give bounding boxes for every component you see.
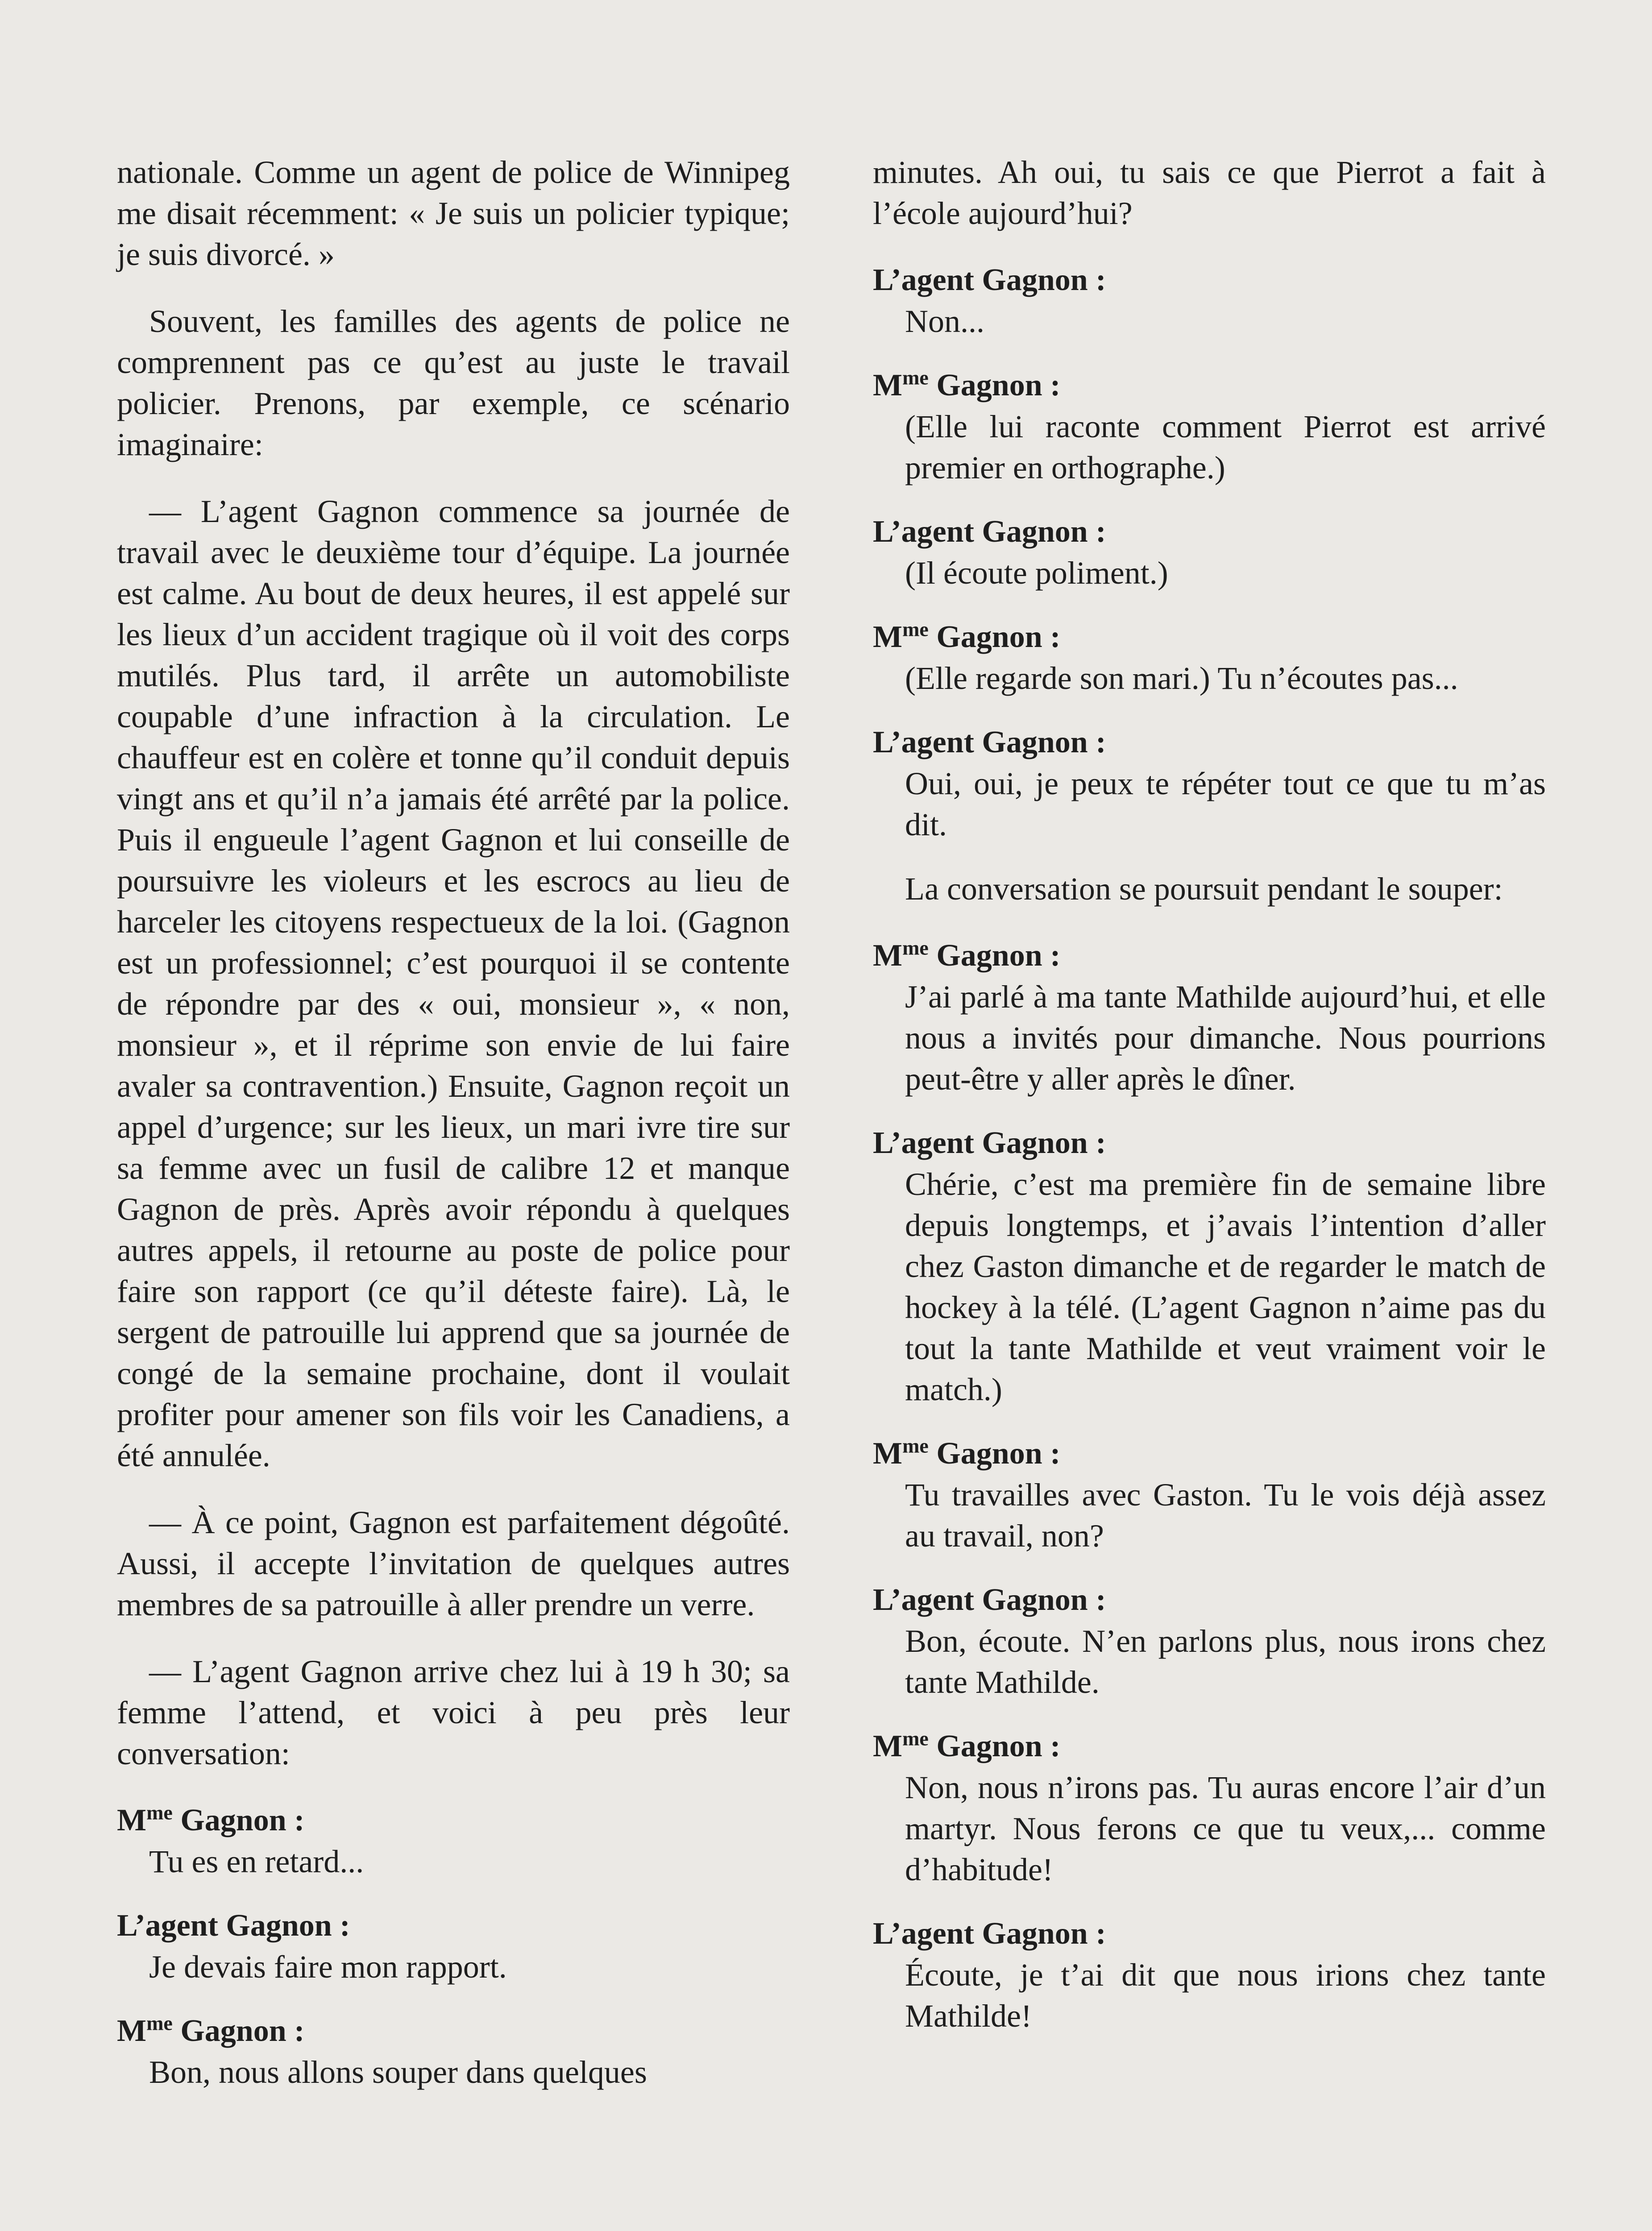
speaker-name: L’agent Gagnon : xyxy=(873,1583,1106,1617)
speaker-title-superscript: me xyxy=(902,1727,929,1750)
speaker-name: Gagnon : xyxy=(928,620,1061,654)
dialogue-line: Chérie, c’est ma première fin de semaine libre depuis longtemps, et j’avais l’intention d’aller chez Gaston dimanche et de regarder le match de hockey à la télé. (L’agent Gagnon n’aime pas du tout la tante Mathilde et veut vraiment voir le match.) xyxy=(905,1166,1546,1407)
speaker-title-superscript: me xyxy=(902,936,929,959)
dialogue-speaker xyxy=(873,1123,1546,1164)
speaker-name: Gagnon : xyxy=(172,1803,305,1837)
speaker-title-superscript: me xyxy=(902,1434,929,1457)
body-paragraph: La conversation se poursuit pendant le souper: xyxy=(905,871,1503,907)
speaker-prefix: M xyxy=(873,1436,903,1471)
speaker-prefix: M xyxy=(117,2014,147,2048)
dialogue-line: (Elle regarde son mari.) Tu n’écoutes pas... xyxy=(905,660,1458,696)
dialogue-speaker xyxy=(117,1905,790,1946)
dialogue-line: (Elle lui raconte comment Pierrot est arrivé premier en orthographe.) xyxy=(905,409,1546,485)
body-paragraph: nationale. Comme un agent de police de Winnipeg me disait récemment: « Je suis un policier typique; je suis divorcé. » xyxy=(117,154,790,272)
dialogue-line: Je devais faire mon rapport. xyxy=(149,1949,507,1985)
speaker-name: Gagnon : xyxy=(928,1729,1061,1763)
speaker-prefix: M xyxy=(117,1803,147,1837)
dialogue-line: J’ai parlé à ma tante Mathilde aujourd’hui, et elle nous a invités pour dimanche. Nous pourrions peut-être y aller après le dîner. xyxy=(905,979,1546,1097)
left-column xyxy=(117,152,790,2116)
speaker-prefix: M xyxy=(873,368,903,402)
speaker-name: Gagnon : xyxy=(928,368,1061,402)
dialogue-line: (Il écoute poliment.) xyxy=(905,555,1168,591)
speaker-name: L’agent Gagnon : xyxy=(873,514,1106,549)
dialogue-speaker xyxy=(117,2011,790,2052)
dialogue-line: Oui, oui, je peux te répéter tout ce que tu m’as dit. xyxy=(905,766,1546,842)
body-paragraph: — À ce point, Gagnon est parfaitement dégoûté. Aussi, il accepte l’invitation de quelques autres membres de sa patrouille à aller prendre un verre. xyxy=(117,1505,790,1622)
dialogue-line: Non... xyxy=(905,303,984,339)
dialogue-line: Tu travailles avec Gaston. Tu le vois déjà assez au travail, non? xyxy=(905,1477,1546,1554)
speaker-name: L’agent Gagnon : xyxy=(873,1126,1106,1160)
right-column xyxy=(873,152,1546,2060)
speaker-title-superscript: me xyxy=(146,2011,173,2035)
speaker-prefix: M xyxy=(873,1729,903,1763)
dialogue-speaker xyxy=(873,365,1546,406)
speaker-prefix: M xyxy=(873,620,903,654)
body-paragraph: — L’agent Gagnon arrive chez lui à 19 h 30; sa femme l’attend, et voici à peu près leur conversation: xyxy=(117,1654,790,1771)
speaker-name: Gagnon : xyxy=(172,2014,305,2048)
speaker-name: Gagnon : xyxy=(928,1436,1061,1471)
body-paragraph: — L’agent Gagnon commence sa journée de travail avec le deuxième tour d’équipe. La journée est calme. Au bout de deux heures, il est appelé sur les lieux d’un accident tragique où il voit des corps mutilés. Plus tard, il arrête un automobiliste coupable d’une infraction à la circulation. Le chauffeur est en colère et tonne qu’il conduit depuis vingt ans et qu’il n’a jamais été arrêté par la police. Puis il engueule l’agent Gagnon et lui conseille de poursuivre les violeurs et les escrocs au lieu de harceler les citoyens respectueux de la loi. (Gagnon est un professionnel; c’est pourquoi il se contente de répondre par des « oui, monsieur », « non, monsieur », et il réprime son envie de lui faire avaler sa contravention.) Ensuite, Gagnon reçoit un appel d’urgence; sur les lieux, un mari ivre tire sur sa femme avec un fusil de calibre 12 et manque Gagnon de près. Après avoir répondu à quelques autres appels, il retourne au poste de police pour faire son rapport (ce qu’il déteste faire). Là, le sergent de patrouille lui apprend que sa journée de congé de la semaine prochaine, dont il voulait profiter pour amener son fils voir les Canadiens, a été annulée. xyxy=(117,493,790,1473)
speaker-title-superscript: me xyxy=(902,366,929,389)
speaker-title-superscript: me xyxy=(146,1801,173,1824)
dialogue-speaker xyxy=(873,722,1546,763)
speaker-name: L’agent Gagnon : xyxy=(873,725,1106,759)
dialogue-speaker xyxy=(117,1800,790,1841)
dialogue-speaker xyxy=(873,511,1546,552)
dialogue-line: Bon, écoute. N’en parlons plus, nous irons chez tante Mathilde. xyxy=(905,1623,1546,1700)
dialogue-speaker xyxy=(873,260,1546,301)
dialogue-line: Bon, nous allons souper dans quelques xyxy=(149,2054,647,2090)
speaker-name: L’agent Gagnon : xyxy=(117,1908,350,1943)
dialogue-line: Tu es en retard... xyxy=(149,1844,364,1879)
body-paragraph: Souvent, les familles des agents de police ne comprennent pas ce qu’est au juste le travail policier. Prenons, par exemple, ce scénario imaginaire: xyxy=(117,303,790,462)
dialogue-line: Non, nous n’irons pas. Tu auras encore l’air d’un martyr. Nous ferons ce que tu veux,... comme d’habitude! xyxy=(905,1770,1546,1887)
dialogue-speaker xyxy=(873,1580,1546,1621)
speaker-name: Gagnon : xyxy=(928,938,1061,973)
dialogue-speaker xyxy=(873,1726,1546,1767)
speaker-name: L’agent Gagnon : xyxy=(873,263,1106,297)
dialogue-speaker xyxy=(873,1913,1546,1954)
dialogue-speaker xyxy=(873,1433,1546,1474)
dialogue-line: Écoute, je t’ai dit que nous irions chez tante Mathilde! xyxy=(905,1957,1546,2034)
dialogue-speaker xyxy=(873,935,1546,976)
speaker-name: L’agent Gagnon : xyxy=(873,1916,1106,1951)
speaker-title-superscript: me xyxy=(902,618,929,641)
dialogue-speaker xyxy=(873,617,1546,658)
speaker-prefix: M xyxy=(873,938,903,973)
body-paragraph: minutes. Ah oui, tu sais ce que Pierrot a fait à l’école aujourd’hui? xyxy=(873,154,1546,231)
